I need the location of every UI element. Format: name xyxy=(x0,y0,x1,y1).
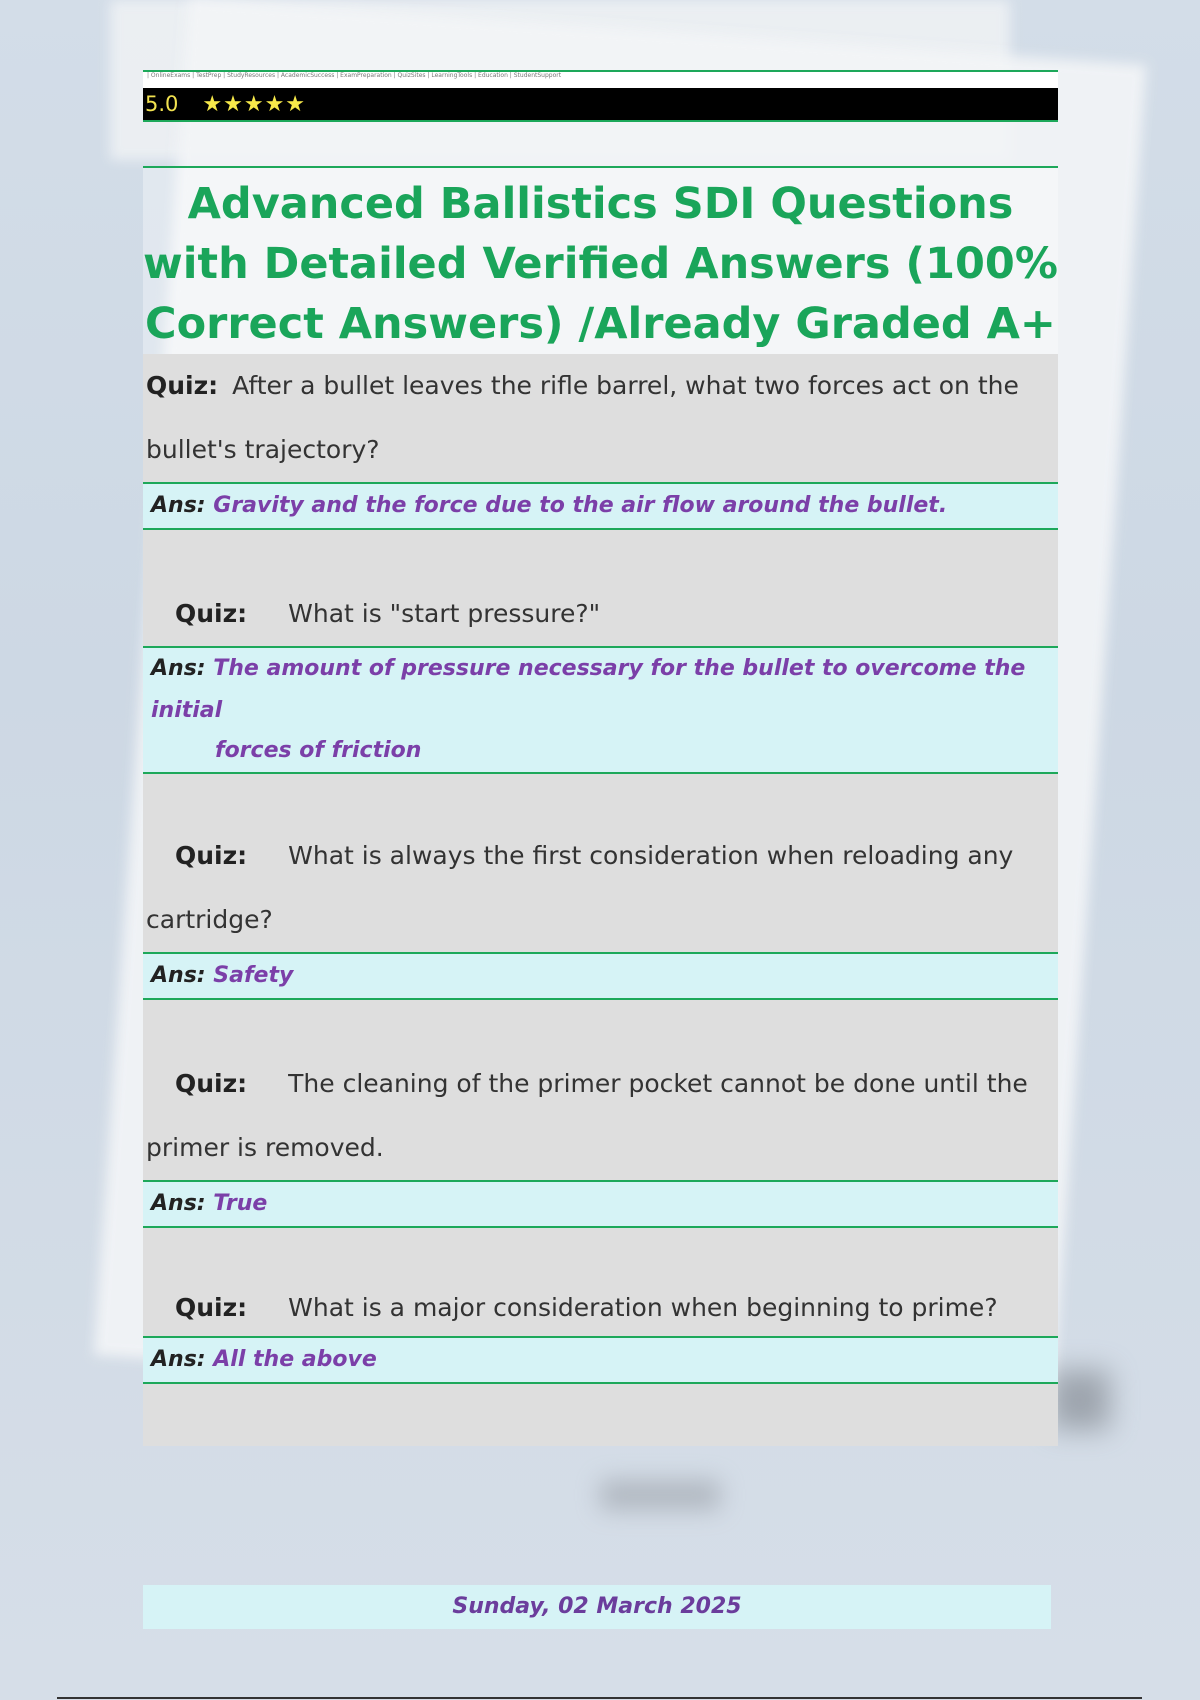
background-shadow xyxy=(1050,1370,1110,1430)
document-title: Advanced Ballistics SDI Questions with Detailed Verified Answers (100% Correct Answers) /Already Graded A+ xyxy=(143,179,1058,349)
document-sheet xyxy=(143,70,1058,1446)
answer-item xyxy=(143,646,1058,774)
answer-label: Ans: xyxy=(151,963,206,988)
quiz-question: After a bullet leaves the rifle barrel, what two forces act on the bullet's trajectory? xyxy=(146,371,1019,464)
answer-label: Ans: xyxy=(151,1347,206,1372)
answer-label: Ans: xyxy=(151,1191,206,1216)
quiz-question: What is "start pressure?" xyxy=(288,599,601,628)
quiz-label: Quiz: xyxy=(175,599,248,628)
answer-label: Ans: xyxy=(151,656,206,681)
answer-text: Safety xyxy=(213,963,294,988)
quiz-item xyxy=(143,530,1058,646)
quiz-item xyxy=(143,774,1058,952)
divider xyxy=(57,1697,1142,1699)
rating-bar xyxy=(143,88,1058,122)
source-strip: | OnlineExams | TestPrep | StudyResources | AcademicSuccess | ExamPreparation | QuizSites | LearningTools | Education | StudentSupport xyxy=(143,70,1058,88)
answer-label: Ans: xyxy=(151,493,206,518)
document-date: Sunday, 02 March 2025 xyxy=(143,1585,1051,1629)
quiz-label: Quiz: xyxy=(175,841,248,870)
quiz-question: What is a major consideration when beginning to prime? xyxy=(288,1293,998,1322)
quiz-question: The cleaning of the primer pocket cannot be done until the primer is removed. xyxy=(146,1069,1028,1162)
answer-text: The amount of pressure necessary for the bullet to overcome the initial xyxy=(151,656,1026,723)
answer-item xyxy=(143,952,1058,1000)
answer-item xyxy=(143,1336,1058,1384)
star-icon: ★★★★★ xyxy=(202,91,307,117)
answer-item xyxy=(143,482,1058,530)
background-shadow xyxy=(600,1480,720,1510)
quiz-item xyxy=(143,1228,1058,1336)
answer-text-continued: forces of friction xyxy=(215,738,422,763)
answer-text: True xyxy=(213,1191,268,1216)
quiz-question: What is always the first consideration when reloading any cartridge? xyxy=(146,841,1014,934)
quiz-label: Quiz: xyxy=(175,1069,248,1098)
answer-text: Gravity and the force due to the air flow around the bullet. xyxy=(213,493,948,518)
title-block xyxy=(143,166,1058,354)
answer-text: All the above xyxy=(213,1347,377,1372)
answer-item xyxy=(143,1180,1058,1228)
quiz-item xyxy=(143,354,1058,482)
rating-value: 5.0 xyxy=(145,92,179,116)
spacer xyxy=(143,1384,1058,1446)
quiz-label: Quiz: xyxy=(175,1293,248,1322)
quiz-label: Quiz: xyxy=(146,371,219,400)
quiz-item xyxy=(143,1000,1058,1180)
